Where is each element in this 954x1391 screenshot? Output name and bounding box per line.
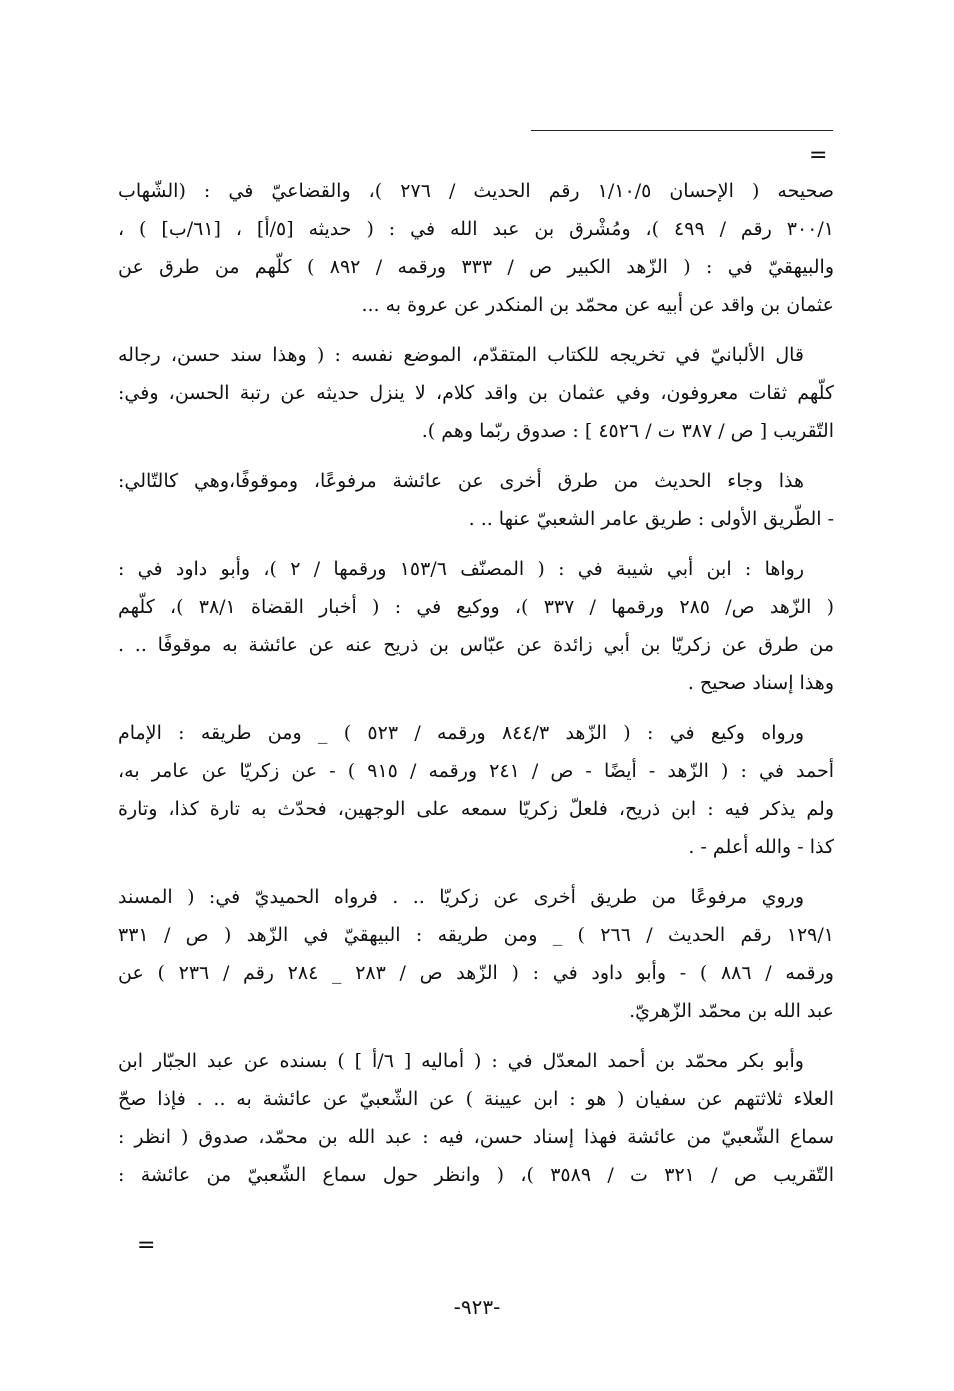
- text-line: العلاء ثلاثتهم عن سفيان ( هو : ابن عيينة ) عن الشّعبيّ عن عائشة به .. . فإذا صحّ: [118, 1088, 834, 1110]
- text-line: ولم يذكر فيه : ابن ذريح، فلعلّ زكريّا سمعه على الوجهين، فحدّث به تارة كذا، وتارة: [118, 798, 834, 820]
- text-line: سماع الشّعبيّ من عائشة فهذا إسناد حسن، فيه : عبد الله بن محمّد، صدوق ( انظر :: [118, 1126, 834, 1148]
- footnote-text: [118, 172, 834, 1194]
- text-line: من طرق عن زكريّا بن أبي زائدة عن عبّاس بن ذريح عنه عن عائشة به موقوفًا .. .: [118, 634, 834, 656]
- text-line: أحمد في : ( الزّهد - أيضًا - ص / ٢٤١ ورقمه / ٩١٥ ) - عن زكريّا عن عامر به،: [118, 760, 834, 782]
- text-line: ورقمه / ٨٨٦ ) - وأبو داود في : ( الزّهد ص / ٢٨٣ _ ٢٨٤ رقم / ٢٣٦ ) عن: [118, 962, 834, 984]
- text-line: وهذا إسناد صحيح .: [687, 672, 834, 694]
- text-line: عثمان بن واقد عن أبيه عن محمّد بن المنكدر عن عروة به ...: [361, 294, 834, 316]
- text-line: ٣٠٠/١ رقم / ٤٩٩ )، ومُشْرق بن عبد الله في : ( حديثه [٥/أ] ، [٦١/ب] ) ،: [118, 218, 834, 240]
- text-line: عبد الله بن محمّد الزّهريّ.: [629, 1000, 834, 1022]
- text-line: صحيحه ( الإحسان ١/١٠/٥ رقم الحديث / ٢٧٦ )، والقضاعيّ في : (الشّهاب: [118, 180, 834, 202]
- text-line: ١٢٩/١ رقم الحديث / ٢٦٦ ) _ ومن طريقه : البيهقيّ في الزّهد ( ص / ٣٣١: [118, 924, 834, 946]
- text-line: كذا - والله أعلم - .: [688, 836, 834, 858]
- text-line: التّقريب [ ص / ٣٨٧ ت / ٤٥٢٦ ] : صدوق ربّما وهم ).: [421, 420, 834, 442]
- text-line: التّقريب ص / ٣٢١ ت / ٣٥٨٩ )، ( وانظر حول سماع الشّعبيّ من عائشة :: [118, 1164, 834, 1186]
- text-line: - الطّريق الأولى : طريق عامر الشعبيّ عنها .. .: [468, 508, 834, 530]
- footnote-separator-rule: [531, 130, 833, 131]
- text-line: والبيهقيّ في : ( الزّهد الكبير ص / ٣٣٣ ورقمه / ٨٩٢ ) كلّهم من طرق عن: [118, 256, 834, 278]
- page-number: -٩٢٣-: [453, 1295, 501, 1319]
- continuation-marker-top: =: [809, 143, 828, 168]
- text-line: وأبو بكر محمّد بن أحمد المعدّل في : ( أماليه [ ٦/أ ] ) بسنده عن عبد الجبّار ابن: [118, 1050, 804, 1072]
- text-line: هذا وجاء الحديث من طرق أخرى عن عائشة مرفوعًا، وموقوفًا،وهي كالتّالي:: [118, 470, 804, 492]
- text-line: كلّهم ثقات معروفون، وفي عثمان بن واقد كلام، لا ينزل حديثه عن رتبة الحسن، وفي:: [118, 382, 834, 404]
- continuation-marker-bottom: =: [137, 1233, 156, 1258]
- text-line: رواها : ابن أبي شيبة في : ( المصنّف ١٥٣/٦ ورقمها / ٢ )، وأبو داود في :: [118, 558, 805, 580]
- text-line: ورواه وكيع في : ( الزّهد ٨٤٤/٣ ورقمه / ٥٢٣ ) _ ومن طريقه : الإمام: [118, 722, 805, 744]
- text-line: وروي مرفوعًا من طريق أخرى عن زكريّا .. . فرواه الحميديّ في: ( المسند: [118, 886, 804, 908]
- text-line: ( الزّهد ص/ ٢٨٥ ورقمها / ٣٣٧ )، ووكيع في : ( أخبار القضاة ٣٨/١ )، كلّهم: [118, 596, 834, 618]
- text-line: قال الألبانيّ في تخريجه للكتاب المتقدّم، الموضع نفسه : ( وهذا سند حسن، رجاله: [118, 344, 804, 366]
